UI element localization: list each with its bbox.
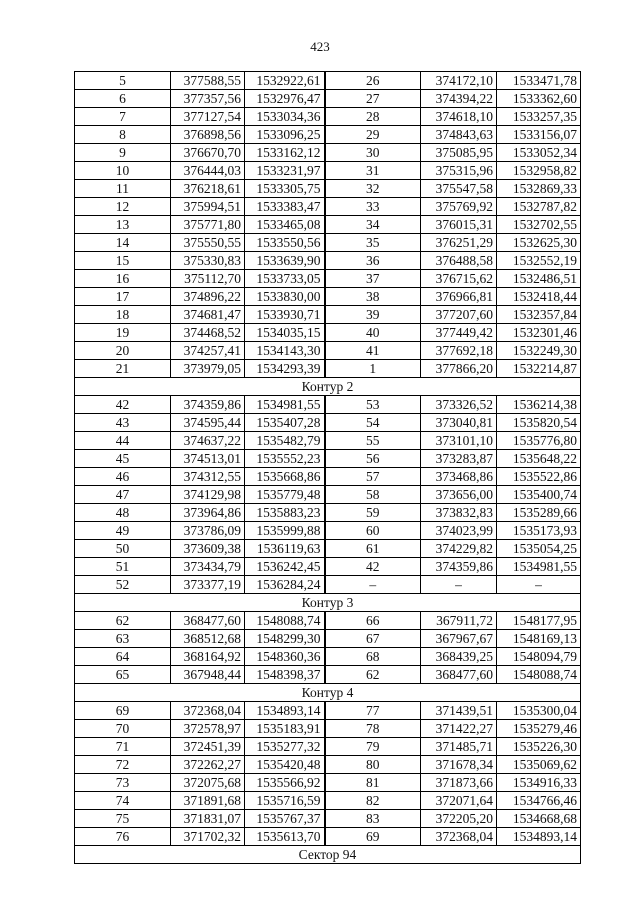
coord-y-cell: 1535183,91 (245, 720, 325, 738)
section-title: Контур 2 (75, 378, 581, 396)
coord-y-cell: 1535668,86 (245, 468, 325, 486)
table-row (75, 468, 581, 486)
table-row (75, 720, 581, 738)
coord-x-cell: 375769,92 (421, 198, 497, 216)
coord-x-cell: 373040,81 (421, 414, 497, 432)
coord-x-cell: 375085,95 (421, 144, 497, 162)
point-number-cell: 13 (75, 216, 171, 234)
point-number-cell: 63 (75, 630, 171, 648)
coord-y-cell: 1532552,19 (497, 252, 581, 270)
table-row (75, 756, 581, 774)
point-number-cell: 18 (75, 306, 171, 324)
point-number-cell: 9 (75, 144, 171, 162)
section-title: Контур 4 (75, 684, 581, 702)
coord-x-cell: 373964,86 (171, 504, 245, 522)
point-number-cell: 58 (325, 486, 421, 504)
coord-y-cell: 1533257,35 (497, 108, 581, 126)
point-number-cell: 59 (325, 504, 421, 522)
point-number-cell: 5 (75, 72, 171, 90)
table-row (75, 648, 581, 666)
point-number-cell: 26 (325, 72, 421, 90)
coord-y-cell: 1535420,48 (245, 756, 325, 774)
table-row (75, 666, 581, 684)
point-number-cell: 62 (75, 612, 171, 630)
coord-y-cell: 1533305,75 (245, 180, 325, 198)
table-row (75, 288, 581, 306)
table-row (75, 522, 581, 540)
coord-x-cell: 372205,20 (421, 810, 497, 828)
table-row (75, 144, 581, 162)
coord-x-cell: 374312,55 (171, 468, 245, 486)
coord-x-cell: 374843,63 (421, 126, 497, 144)
coord-y-cell: 1535776,80 (497, 432, 581, 450)
point-number-cell: 35 (325, 234, 421, 252)
point-number-cell: 40 (325, 324, 421, 342)
point-number-cell: 71 (75, 738, 171, 756)
table-row (75, 252, 581, 270)
coord-y-cell: 1548177,95 (497, 612, 581, 630)
point-number-cell: 51 (75, 558, 171, 576)
coord-x-cell: 374637,22 (171, 432, 245, 450)
point-number-cell: 54 (325, 414, 421, 432)
point-number-cell: 73 (75, 774, 171, 792)
coord-x-cell: 374468,52 (171, 324, 245, 342)
coord-x-cell: 374896,22 (171, 288, 245, 306)
coord-x-cell: 374359,86 (171, 396, 245, 414)
coord-y-cell: 1535069,62 (497, 756, 581, 774)
coord-y-cell: 1535279,46 (497, 720, 581, 738)
coord-x-cell: 376251,29 (421, 234, 497, 252)
coord-x-cell: 377692,18 (421, 342, 497, 360)
coord-y-cell: 1533052,34 (497, 144, 581, 162)
point-number-cell: 34 (325, 216, 421, 234)
point-number-cell: 69 (75, 702, 171, 720)
point-number-cell: 33 (325, 198, 421, 216)
coord-y-cell: 1532625,30 (497, 234, 581, 252)
table-row (75, 216, 581, 234)
table-row (75, 342, 581, 360)
coord-y-cell: 1533550,56 (245, 234, 325, 252)
coord-x-cell: 374513,01 (171, 450, 245, 468)
coord-x-cell: 372368,04 (171, 702, 245, 720)
coord-x-cell: 374618,10 (421, 108, 497, 126)
point-number-cell: 55 (325, 432, 421, 450)
table-row (75, 432, 581, 450)
coord-y-cell: 1533930,71 (245, 306, 325, 324)
point-number-cell: 82 (325, 792, 421, 810)
coord-y-cell: 1533362,60 (497, 90, 581, 108)
coord-y-cell: 1548299,30 (245, 630, 325, 648)
point-number-cell: 81 (325, 774, 421, 792)
coord-y-cell: 1535407,28 (245, 414, 325, 432)
coord-x-cell: 373326,52 (421, 396, 497, 414)
coord-x-cell: 371678,34 (421, 756, 497, 774)
coord-y-cell: 1533096,25 (245, 126, 325, 144)
coord-x-cell: 377588,55 (171, 72, 245, 90)
coord-x-cell: 373468,86 (421, 468, 497, 486)
coord-x-cell: 375550,55 (171, 234, 245, 252)
coord-y-cell: 1535779,48 (245, 486, 325, 504)
coord-x-cell: 374023,99 (421, 522, 497, 540)
coord-y-cell: 1534893,14 (245, 702, 325, 720)
section-header-row (75, 846, 581, 864)
coord-x-cell: 375771,80 (171, 216, 245, 234)
point-number-cell: 56 (325, 450, 421, 468)
table-row (75, 360, 581, 378)
coord-y-cell: 1532357,84 (497, 306, 581, 324)
coord-y-cell: 1534981,55 (497, 558, 581, 576)
coord-x-cell: 375330,83 (171, 252, 245, 270)
coord-x-cell: 374129,98 (171, 486, 245, 504)
point-number-cell: 78 (325, 720, 421, 738)
coord-x-cell: 377866,20 (421, 360, 497, 378)
coord-x-cell: 372451,39 (171, 738, 245, 756)
table-row (75, 450, 581, 468)
coord-x-cell: 374172,10 (421, 72, 497, 90)
table-row (75, 576, 581, 594)
table-row (75, 270, 581, 288)
coord-y-cell: 1533034,36 (245, 108, 325, 126)
coord-y-cell: 1534035,15 (245, 324, 325, 342)
table-row (75, 810, 581, 828)
coord-x-cell: 371439,51 (421, 702, 497, 720)
point-number-cell: 79 (325, 738, 421, 756)
point-number-cell: 38 (325, 288, 421, 306)
coord-y-cell: 1535999,88 (245, 522, 325, 540)
coord-y-cell: 1534293,39 (245, 360, 325, 378)
coord-x-cell: 372262,27 (171, 756, 245, 774)
point-number-cell: 77 (325, 702, 421, 720)
point-number-cell: 14 (75, 234, 171, 252)
coord-y-cell: 1535300,04 (497, 702, 581, 720)
coord-y-cell: 1535767,37 (245, 810, 325, 828)
coord-y-cell: 1533465,08 (245, 216, 325, 234)
coord-y-cell: 1532486,51 (497, 270, 581, 288)
coord-y-cell: 1535820,54 (497, 414, 581, 432)
coordinates-table (74, 71, 581, 864)
coord-x-cell: 377207,60 (421, 306, 497, 324)
coord-y-cell: 1534668,68 (497, 810, 581, 828)
point-number-cell: 12 (75, 198, 171, 216)
coord-y-cell: 1535277,32 (245, 738, 325, 756)
table-row (75, 702, 581, 720)
section-header-row (75, 684, 581, 702)
coord-y-cell: 1532301,46 (497, 324, 581, 342)
point-number-cell: 46 (75, 468, 171, 486)
coord-x-cell: 373832,83 (421, 504, 497, 522)
coord-x-cell: 368164,92 (171, 648, 245, 666)
table-row (75, 414, 581, 432)
coord-y-cell: 1534981,55 (245, 396, 325, 414)
coord-y-cell: 1532869,33 (497, 180, 581, 198)
coord-x-cell: 372578,97 (171, 720, 245, 738)
point-number-cell: 32 (325, 180, 421, 198)
point-number-cell: 31 (325, 162, 421, 180)
coord-x-cell: 377449,42 (421, 324, 497, 342)
coord-y-cell: 1534766,46 (497, 792, 581, 810)
coord-x-cell: 374681,47 (171, 306, 245, 324)
coord-y-cell: 1548094,79 (497, 648, 581, 666)
coord-x-cell: 373283,87 (421, 450, 497, 468)
coord-x-cell: 372075,68 (171, 774, 245, 792)
coord-y-cell: 1532702,55 (497, 216, 581, 234)
coord-x-cell: 372368,04 (421, 828, 497, 846)
coord-x-cell: 375547,58 (421, 180, 497, 198)
coord-y-cell: 1535883,23 (245, 504, 325, 522)
point-number-cell: 36 (325, 252, 421, 270)
coord-x-cell: 368477,60 (171, 612, 245, 630)
table-row (75, 612, 581, 630)
coord-x-cell: 376218,61 (171, 180, 245, 198)
coord-x-cell: 375112,70 (171, 270, 245, 288)
coord-y-cell: 1532249,30 (497, 342, 581, 360)
coord-y-cell: 1535173,93 (497, 522, 581, 540)
section-title: Сектор 94 (75, 846, 581, 864)
table-row (75, 792, 581, 810)
table-row (75, 828, 581, 846)
coord-x-cell: – (421, 576, 497, 594)
coord-y-cell: 1535226,30 (497, 738, 581, 756)
coord-y-cell: 1535566,92 (245, 774, 325, 792)
coord-x-cell: 371831,07 (171, 810, 245, 828)
coord-y-cell: 1533639,90 (245, 252, 325, 270)
point-number-cell: 29 (325, 126, 421, 144)
coord-x-cell: 375315,96 (421, 162, 497, 180)
point-number-cell: 76 (75, 828, 171, 846)
table-row (75, 108, 581, 126)
table-row (75, 774, 581, 792)
table-row (75, 324, 581, 342)
point-number-cell: 50 (75, 540, 171, 558)
point-number-cell: 27 (325, 90, 421, 108)
coord-x-cell: 373979,05 (171, 360, 245, 378)
coord-x-cell: 373101,10 (421, 432, 497, 450)
point-number-cell: 52 (75, 576, 171, 594)
coord-x-cell: 376444,03 (171, 162, 245, 180)
point-number-cell: 70 (75, 720, 171, 738)
table-row (75, 126, 581, 144)
point-number-cell: 48 (75, 504, 171, 522)
coord-x-cell: 371873,66 (421, 774, 497, 792)
point-number-cell: 45 (75, 450, 171, 468)
coord-y-cell: 1532958,82 (497, 162, 581, 180)
table-row (75, 90, 581, 108)
coord-x-cell: 373786,09 (171, 522, 245, 540)
table-row (75, 504, 581, 522)
coord-y-cell: 1534893,14 (497, 828, 581, 846)
point-number-cell: 21 (75, 360, 171, 378)
coord-x-cell: 371891,68 (171, 792, 245, 810)
coord-x-cell: 367948,44 (171, 666, 245, 684)
point-number-cell: 41 (325, 342, 421, 360)
coord-y-cell: – (497, 576, 581, 594)
point-number-cell: 15 (75, 252, 171, 270)
coord-x-cell: 372071,64 (421, 792, 497, 810)
point-number-cell: 80 (325, 756, 421, 774)
point-number-cell: 83 (325, 810, 421, 828)
coord-x-cell: 371422,27 (421, 720, 497, 738)
point-number-cell: 6 (75, 90, 171, 108)
point-number-cell: 19 (75, 324, 171, 342)
table-row (75, 306, 581, 324)
point-number-cell: 57 (325, 468, 421, 486)
point-number-cell: 28 (325, 108, 421, 126)
coord-y-cell: 1536214,38 (497, 396, 581, 414)
coord-x-cell: 377357,56 (171, 90, 245, 108)
point-number-cell: 69 (325, 828, 421, 846)
coord-y-cell: 1548088,74 (245, 612, 325, 630)
point-number-cell: 68 (325, 648, 421, 666)
coord-y-cell: 1533162,12 (245, 144, 325, 162)
coord-x-cell: 374595,44 (171, 414, 245, 432)
point-number-cell: 72 (75, 756, 171, 774)
point-number-cell: 10 (75, 162, 171, 180)
coord-y-cell: 1535613,70 (245, 828, 325, 846)
coord-y-cell: 1536284,24 (245, 576, 325, 594)
coord-y-cell: 1535522,86 (497, 468, 581, 486)
coord-y-cell: 1535289,66 (497, 504, 581, 522)
table-row (75, 72, 581, 90)
coord-x-cell: 374394,22 (421, 90, 497, 108)
coord-y-cell: 1536119,63 (245, 540, 325, 558)
coord-y-cell: 1532787,82 (497, 198, 581, 216)
point-number-cell: 60 (325, 522, 421, 540)
coord-x-cell: 373434,79 (171, 558, 245, 576)
point-number-cell: 64 (75, 648, 171, 666)
point-number-cell: – (325, 576, 421, 594)
table-row (75, 558, 581, 576)
coord-y-cell: 1535552,23 (245, 450, 325, 468)
coord-x-cell: 373377,19 (171, 576, 245, 594)
point-number-cell: 66 (325, 612, 421, 630)
table-row (75, 162, 581, 180)
table-row (75, 738, 581, 756)
coord-y-cell: 1548088,74 (497, 666, 581, 684)
coord-y-cell: 1534143,30 (245, 342, 325, 360)
coord-y-cell: 1532922,61 (245, 72, 325, 90)
coord-x-cell: 373609,38 (171, 540, 245, 558)
point-number-cell: 47 (75, 486, 171, 504)
point-number-cell: 75 (75, 810, 171, 828)
table-row (75, 630, 581, 648)
point-number-cell: 30 (325, 144, 421, 162)
point-number-cell: 44 (75, 432, 171, 450)
point-number-cell: 67 (325, 630, 421, 648)
coord-x-cell: 368512,68 (171, 630, 245, 648)
coord-y-cell: 1548398,37 (245, 666, 325, 684)
coord-x-cell: 371702,32 (171, 828, 245, 846)
point-number-cell: 20 (75, 342, 171, 360)
point-number-cell: 16 (75, 270, 171, 288)
coord-y-cell: 1533231,97 (245, 162, 325, 180)
coord-y-cell: 1533733,05 (245, 270, 325, 288)
page-number: 423 (310, 39, 330, 54)
table-row (75, 198, 581, 216)
point-number-cell: 7 (75, 108, 171, 126)
point-number-cell: 43 (75, 414, 171, 432)
coord-y-cell: 1548169,13 (497, 630, 581, 648)
point-number-cell: 17 (75, 288, 171, 306)
coord-x-cell: 376715,62 (421, 270, 497, 288)
table-row (75, 540, 581, 558)
coord-y-cell: 1533383,47 (245, 198, 325, 216)
coord-x-cell: 368477,60 (421, 666, 497, 684)
point-number-cell: 49 (75, 522, 171, 540)
coord-y-cell: 1532976,47 (245, 90, 325, 108)
table-row (75, 396, 581, 414)
coord-y-cell: 1533830,00 (245, 288, 325, 306)
coord-y-cell: 1535648,22 (497, 450, 581, 468)
point-number-cell: 42 (75, 396, 171, 414)
table-row (75, 486, 581, 504)
coord-x-cell: 375994,51 (171, 198, 245, 216)
coord-y-cell: 1548360,36 (245, 648, 325, 666)
coord-x-cell: 367967,67 (421, 630, 497, 648)
point-number-cell: 1 (325, 360, 421, 378)
point-number-cell: 37 (325, 270, 421, 288)
table-row (75, 234, 581, 252)
coord-x-cell: 371485,71 (421, 738, 497, 756)
point-number-cell: 8 (75, 126, 171, 144)
coord-x-cell: 377127,54 (171, 108, 245, 126)
table-row (75, 180, 581, 198)
coord-y-cell: 1533471,78 (497, 72, 581, 90)
coord-y-cell: 1534916,33 (497, 774, 581, 792)
point-number-cell: 65 (75, 666, 171, 684)
coord-y-cell: 1536242,45 (245, 558, 325, 576)
point-number-cell: 74 (75, 792, 171, 810)
point-number-cell: 53 (325, 396, 421, 414)
coord-y-cell: 1535482,79 (245, 432, 325, 450)
coord-y-cell: 1532418,44 (497, 288, 581, 306)
coord-x-cell: 374359,86 (421, 558, 497, 576)
section-title: Контур 3 (75, 594, 581, 612)
coord-x-cell: 376015,31 (421, 216, 497, 234)
section-header-row (75, 594, 581, 612)
point-number-cell: 42 (325, 558, 421, 576)
coord-x-cell: 374257,41 (171, 342, 245, 360)
coord-y-cell: 1535716,59 (245, 792, 325, 810)
point-number-cell: 61 (325, 540, 421, 558)
coord-x-cell: 368439,25 (421, 648, 497, 666)
coord-x-cell: 376670,70 (171, 144, 245, 162)
coord-y-cell: 1533156,07 (497, 126, 581, 144)
coord-x-cell: 373656,00 (421, 486, 497, 504)
coord-x-cell: 376488,58 (421, 252, 497, 270)
point-number-cell: 39 (325, 306, 421, 324)
coord-x-cell: 367911,72 (421, 612, 497, 630)
point-number-cell: 62 (325, 666, 421, 684)
coord-x-cell: 376898,56 (171, 126, 245, 144)
coord-y-cell: 1535054,25 (497, 540, 581, 558)
coord-x-cell: 374229,82 (421, 540, 497, 558)
coord-x-cell: 376966,81 (421, 288, 497, 306)
point-number-cell: 11 (75, 180, 171, 198)
section-header-row (75, 378, 581, 396)
coord-y-cell: 1535400,74 (497, 486, 581, 504)
coord-y-cell: 1532214,87 (497, 360, 581, 378)
